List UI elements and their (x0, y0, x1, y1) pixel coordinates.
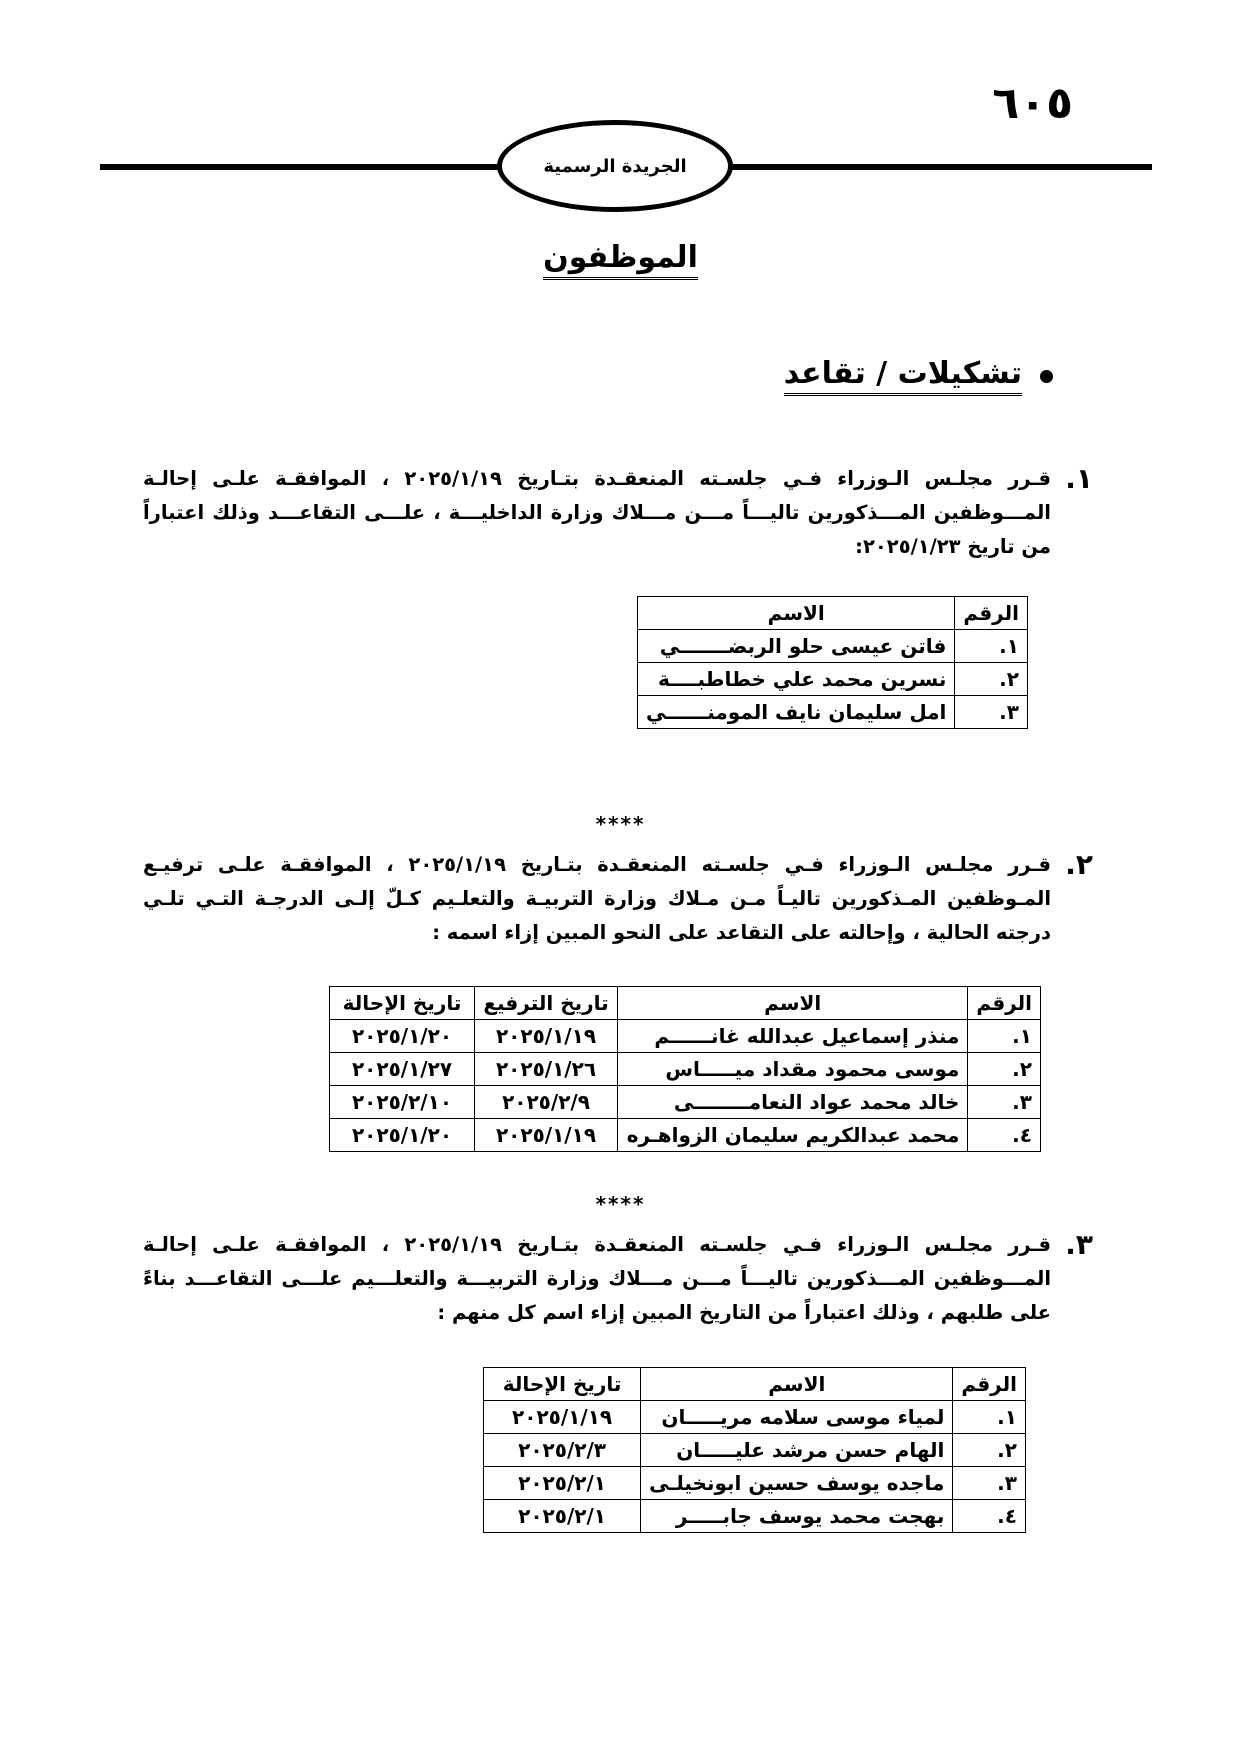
table-row (637, 630, 1027, 663)
table-row (330, 1086, 1041, 1119)
page-number: ٦٠٥ (992, 78, 1073, 129)
col-header-number: الرقم (968, 987, 1041, 1020)
col-header-name: الاسم (637, 597, 954, 630)
cell-number: ٢. (953, 1434, 1026, 1467)
employees-table-1 (637, 596, 1028, 729)
cell-name: بهجت محمد يوسف جابـــــر (641, 1500, 953, 1533)
cell-name: ماجده يوسف حسين ابونخيلـى (641, 1467, 953, 1500)
item-number: ٣. (1065, 1228, 1093, 1261)
section-heading (784, 356, 1053, 396)
cell-retirement-date: ٢٠٢٥/٢/١ (484, 1500, 641, 1533)
section-heading-text: تشكيلات / تقاعد (784, 356, 1022, 396)
decision-item-1 (143, 462, 1093, 564)
cell-retirement-date: ٢٠٢٥/١/٢٠ (330, 1020, 475, 1053)
table-row (330, 1020, 1041, 1053)
decision-item-2 (143, 848, 1093, 950)
cell-retirement-date: ٢٠٢٥/٢/١٠ (330, 1086, 475, 1119)
bullet-icon (1040, 370, 1053, 383)
cell-name: محمد عبدالكريم سليمان الزواهـره (618, 1119, 968, 1152)
table-row (484, 1500, 1026, 1533)
cell-retirement-date: ٢٠٢٥/٢/٣ (484, 1434, 641, 1467)
item-text: قـرر مجلـس الـوزراء فـي جلسـته المنعقـدة بتـاريخ ٢٠٢٥/١/١٩ ، الموافقـة علـى ترفيـع المـوظفين المـذكورين تاليـاً مـن مـلاك وزارة التربيـة والتعلـيم كـلّ إلـى الدرجـة التـي تلـي درجته الحالية ، وإحالته على التقاعد على النحو المبين إزاء اسمه : (143, 853, 1051, 944)
cell-name: امل سليمان نايف المومنــــــي (637, 696, 954, 729)
cell-promotion-date: ٢٠٢٥/١/١٩ (475, 1119, 618, 1152)
decision-item-3 (143, 1228, 1093, 1330)
table-header-row (484, 1368, 1026, 1401)
table-row (330, 1119, 1041, 1152)
cell-retirement-date: ٢٠٢٥/١/٢٧ (330, 1053, 475, 1086)
table-header-row (637, 597, 1027, 630)
cell-number: ٣. (955, 696, 1028, 729)
separator-2: **** (595, 1192, 646, 1216)
col-header-retirement-date: تاريخ الإحالة (330, 987, 475, 1020)
main-heading (0, 240, 1241, 275)
employees-table-3 (483, 1367, 1026, 1533)
cell-name: خالد محمد عواد النعامــــــــى (618, 1086, 968, 1119)
cell-number: ٣. (968, 1086, 1041, 1119)
col-header-number: الرقم (955, 597, 1028, 630)
employees-table-2 (329, 986, 1041, 1152)
cell-number: ٢. (955, 663, 1028, 696)
cell-number: ٣. (953, 1467, 1026, 1500)
cell-name: فاتن عيسى حلو الربضـــــــي (637, 630, 954, 663)
table-row (484, 1434, 1026, 1467)
cell-number: ١. (968, 1020, 1041, 1053)
cell-retirement-date: ٢٠٢٥/١/٢٠ (330, 1119, 475, 1152)
cell-name: الهام حسن مرشد عليـــــان (641, 1434, 953, 1467)
table-row (637, 696, 1027, 729)
cell-name: لمياء موسى سلامه مريـــــان (641, 1401, 953, 1434)
main-heading-text: الموظفون (543, 240, 698, 280)
cell-number: ٢. (968, 1053, 1041, 1086)
table-row (484, 1401, 1026, 1434)
cell-retirement-date: ٢٠٢٥/٢/١ (484, 1467, 641, 1500)
separator-1: **** (595, 812, 646, 836)
gazette-title-oval (497, 120, 733, 212)
item-number: ١. (1065, 462, 1093, 495)
col-header-name: الاسم (618, 987, 968, 1020)
item-text: قـرر مجلـس الـوزراء فـي جلسـته المنعقـدة بتـاريخ ٢٠٢٥/١/١٩ ، الموافقـة علـى إحالـة المـــوظفين المـــذكورين تاليـــاً مـــن مـــلاك وزارة الداخليـــة ، علـــى التقاعـــد وذلك اعتباراً من تاريخ ٢٠٢٥/١/٢٣: (143, 467, 1051, 558)
col-header-name: الاسم (641, 1368, 953, 1401)
cell-promotion-date: ٢٠٢٥/٢/٩ (475, 1086, 618, 1119)
gazette-title: الجريدة الرسمية (543, 155, 687, 177)
cell-name: منذر إسماعيل عبدالله غانــــــم (618, 1020, 968, 1053)
cell-name: موسى محمود مقداد ميـــــاس (618, 1053, 968, 1086)
table-header-row (330, 987, 1041, 1020)
cell-retirement-date: ٢٠٢٥/١/١٩ (484, 1401, 641, 1434)
col-header-promotion-date: تاريخ الترفيع (475, 987, 618, 1020)
cell-number: ١. (953, 1401, 1026, 1434)
cell-number: ١. (955, 630, 1028, 663)
cell-name: نسرين محمد علي خطاطبــــة (637, 663, 954, 696)
cell-number: ٤. (953, 1500, 1026, 1533)
col-header-number: الرقم (953, 1368, 1026, 1401)
col-header-retirement-date: تاريخ الإحالة (484, 1368, 641, 1401)
table-row (484, 1467, 1026, 1500)
cell-number: ٤. (968, 1119, 1041, 1152)
cell-promotion-date: ٢٠٢٥/١/٢٦ (475, 1053, 618, 1086)
item-text: قـرر مجلـس الـوزراء فـي جلسـته المنعقـدة بتـاريخ ٢٠٢٥/١/١٩ ، الموافقـة علـى إحالـة المـــوظفين المـــذكورين تاليـــاً مـــن مـــلاك وزارة التربيـــة والتعلـــيم علـــى التقاعـــد بناءً على طلبهم ، وذلك اعتباراً من التاريخ المبين إزاء اسم كل منهم : (143, 1233, 1051, 1324)
table-row (637, 663, 1027, 696)
item-number: ٢. (1065, 848, 1093, 881)
table-row (330, 1053, 1041, 1086)
cell-promotion-date: ٢٠٢٥/١/١٩ (475, 1020, 618, 1053)
